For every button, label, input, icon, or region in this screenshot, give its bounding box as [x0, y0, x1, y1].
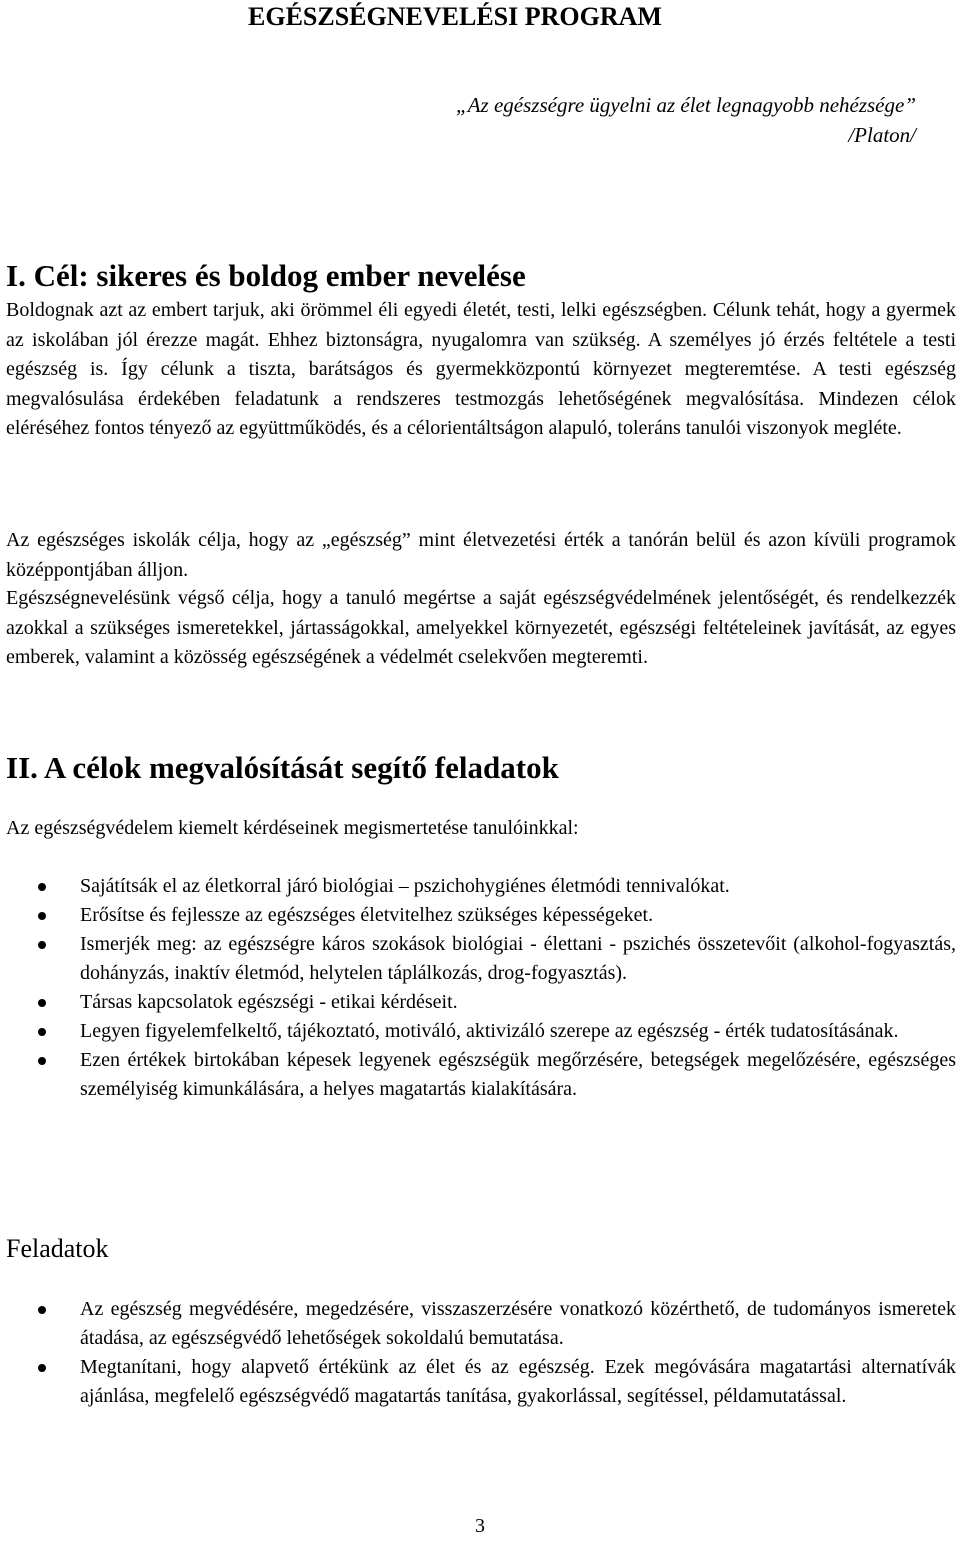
list-item-text: Ismerjék meg: az egészségre káros szokások biológiai - élettani - pszichés összetevőit (alkohol-fogyasztás, dohányzás, inaktív életmód, helytelen táplálkozás, drog-fogyasztás). [80, 933, 956, 984]
bullet-icon [38, 1028, 46, 1036]
document-title: EGÉSZSÉGNEVELÉSI PROGRAM [248, 2, 662, 31]
section2-heading: II. A célok megvalósítását segítő feladatok [6, 750, 559, 785]
motto-line: „Az egészségre ügyelni az élet legnagyobb nehézsége” [456, 93, 916, 117]
list-item [0, 901, 956, 930]
motto-attribution: /Platon/ [848, 123, 916, 147]
list-item-text: Legyen figyelemfelkeltő, tájékoztató, motiváló, aktivizáló szerepe az egészség - érték tudatosításának. [80, 1020, 899, 1042]
list-item [0, 930, 956, 988]
list-item-text: Erősítse és fejlessze az egészséges életvitelhez szükséges képességeket. [80, 904, 654, 926]
section2-intro: Az egészségvédelem kiemelt kérdéseinek megismertetése tanulóinkkal: [6, 817, 579, 839]
bullet-icon [38, 941, 46, 949]
list-item-text: Társas kapcsolatok egészségi - etikai kérdéseit. [80, 991, 458, 1013]
list-item [0, 872, 956, 901]
list-item-text: Az egészség megvédésére, megedzésére, visszaszerzésére vonatkozó közérthető, de tudományos ismeretek átadása, az egészségvédő lehetőségek sokoldalú bemutatása. [80, 1298, 956, 1349]
section1-paragraph: Az egészséges iskolák célja, hogy az „egészség” mint életvezetési érték a tanórán belül és azon kívüli programok középpontjában álljon. [6, 529, 956, 581]
list-item [0, 988, 956, 1017]
section1-heading: I. Cél: sikeres és boldog ember nevelése [6, 258, 526, 293]
bullet-icon [38, 1057, 46, 1065]
list-item-text: Sajátítsák el az életkorral járó biológiai – pszichohygiénes életmódi tennivalókat. [80, 875, 730, 897]
list-item [0, 1353, 956, 1411]
bullet-icon [38, 912, 46, 920]
section1-paragraph: Egészségnevelésünk végső célja, hogy a tanuló megértse a saját egészségvédelmének jelentőségét, és rendelkezzék azokkal a szükséges ismeretekkel, jártasságokkal, amelyekkel környezetét, egészségi feltételeinek javítását, az egyes emberek, valamint a közösség egészségének a védelmét cselekvően megteremti. [6, 587, 956, 668]
list-item [0, 1046, 956, 1104]
section1-paragraph: Boldognak azt az embert tarjuk, aki örömmel éli egyedi életét, testi, lelki egészségben. Célunk tehát, hogy a gyermek az iskolában jól érezze magát. Ehhez biztonságra, nyugalomra van szükség. A személyes jó érzés feltétele a testi egészség is. Így célunk a tiszta, barátságos és gyermekközpontú környezet megteremtése. A testi egészség megvalósulása érdekében feladatunk a rendszeres testmozgás lehetőségének megvalósítása. Mindezen célok eléréséhez fontos tényező az együttműködés, és a célorientáltságon alapuló, toleráns tanulói viszonyok megléte. [6, 299, 956, 439]
list-item [0, 1017, 956, 1046]
list-item-text: Ezen értékek birtokában képesek legyenek egészségük megőrzésére, betegségek megelőzésére, egészséges személyiség kimunkálására, a helyes magatartás kialakítására. [80, 1049, 956, 1100]
page-number: 3 [475, 1515, 485, 1537]
list-item-text: Megtanítani, hogy alapvető értékünk az élet és az egészség. Ezek megóvására magatartási alternatívák ajánlása, megfelelő egészségvédő magatartás tanítása, gyakorlással, segítéssel, példamutatással. [80, 1356, 956, 1407]
tasks-list [0, 1295, 956, 1411]
bullet-icon [38, 999, 46, 1007]
section2-list [0, 872, 956, 1104]
tasks-heading: Feladatok [6, 1234, 109, 1263]
bullet-icon [38, 883, 46, 891]
bullet-icon [38, 1306, 46, 1314]
list-item [0, 1295, 956, 1353]
bullet-icon [38, 1364, 46, 1372]
motto-quote [456, 90, 916, 150]
